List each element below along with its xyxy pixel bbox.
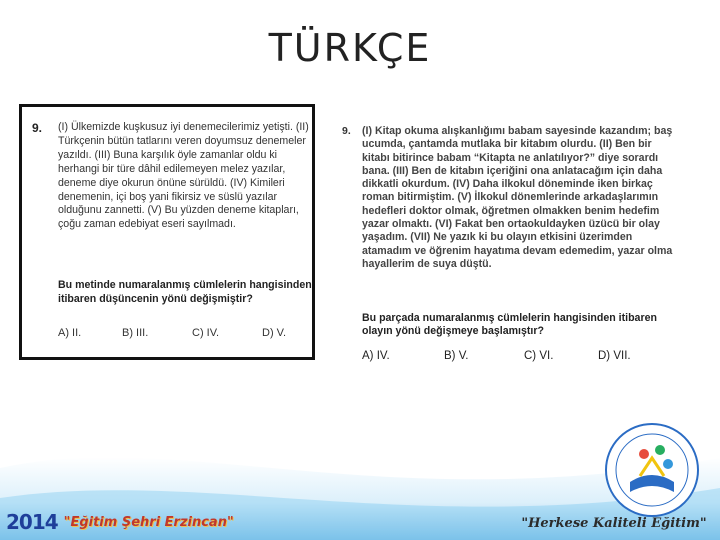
footer-slogan-right: "Herkese Kaliteli Eğitim" [521,516,707,531]
question-left-prompt: Bu metinde numaralanmış cümlelerin hangisinden itibaren düşüncenin yönü değişmiştir? [58,279,312,305]
page-title: TÜRKÇE [268,26,432,70]
question-right-number: 9. [342,125,351,137]
option-d[interactable]: D) V. [262,327,287,339]
footer-year: 2014 [6,510,58,534]
option-a[interactable]: A) II. [58,327,82,339]
question-left-box [19,104,315,360]
question-right-text: (I) Kitap okuma alışkanlığımı babam sayesinde kazandım; baş ucumda, çantamda mutlaka bir kitabım olurdu. (II) Ben bir kitabı bitirince babam “Kitapta ne anlatılıyor?” diye sorardı bana. (III) Ben de kitabın içeriğini ona anlatacağım için daha dikkatli okurdum. (IV) Daha ilkokul döneminde iken birkaç roman bitirmiştim. (V) İlkokul dönemlerinde arkadaşlarımın hedefleri doktor olmak, öğretmen olmakken benim hedefim yazar olmaktı. (VI) Fakat ben ortaokuldayken üzücü bir olay yaşadım. (VII) Ne yazık ki bu olayın etkisini üzerimden atamadım ve öğrenim hayatıma devam edemedim, yazar olma hayallerim de suya düştü. [362,125,673,270]
footer-slogan-text: "Eğitim Şehri Erzincan" [63,514,234,530]
footer-slogan-left [6,510,234,534]
option-d[interactable]: D) VII. [598,350,631,362]
question-right-prompt: Bu parçada numaralanmış cümlelerin hangisinden itibaren olayın yönü değişmeye başlamıştır? [362,312,657,338]
option-c[interactable]: C) VI. [524,350,554,362]
option-a[interactable]: A) IV. [362,350,390,362]
milli-egitim-logo-icon [600,420,704,520]
question-left-text: (I) Ülkemizde kuşkusuz iyi denemecilerimiz yetişti. (II) Türkçenin bütün tatlarını veren doyumsuz denemeler yazıldı. (III) Buna karşılık öyle zamanlar oldu ki herhangi bir türe dâhil edilemeyen melez yazılar, deneme diye okurun önüne sürüldü. (IV) Kimileri denemenin, içi boş yani fikirsiz ve süslü yazılar olduğunu zannetti. (V) Bu yüzden deneme kitapları, çoğu zaman edebiyat eseri sayılmadı. [58,121,309,231]
question-left-number: 9. [32,121,43,135]
option-c[interactable]: C) IV. [192,327,220,339]
option-b[interactable]: B) V. [444,350,469,362]
option-b[interactable]: B) III. [122,327,149,339]
